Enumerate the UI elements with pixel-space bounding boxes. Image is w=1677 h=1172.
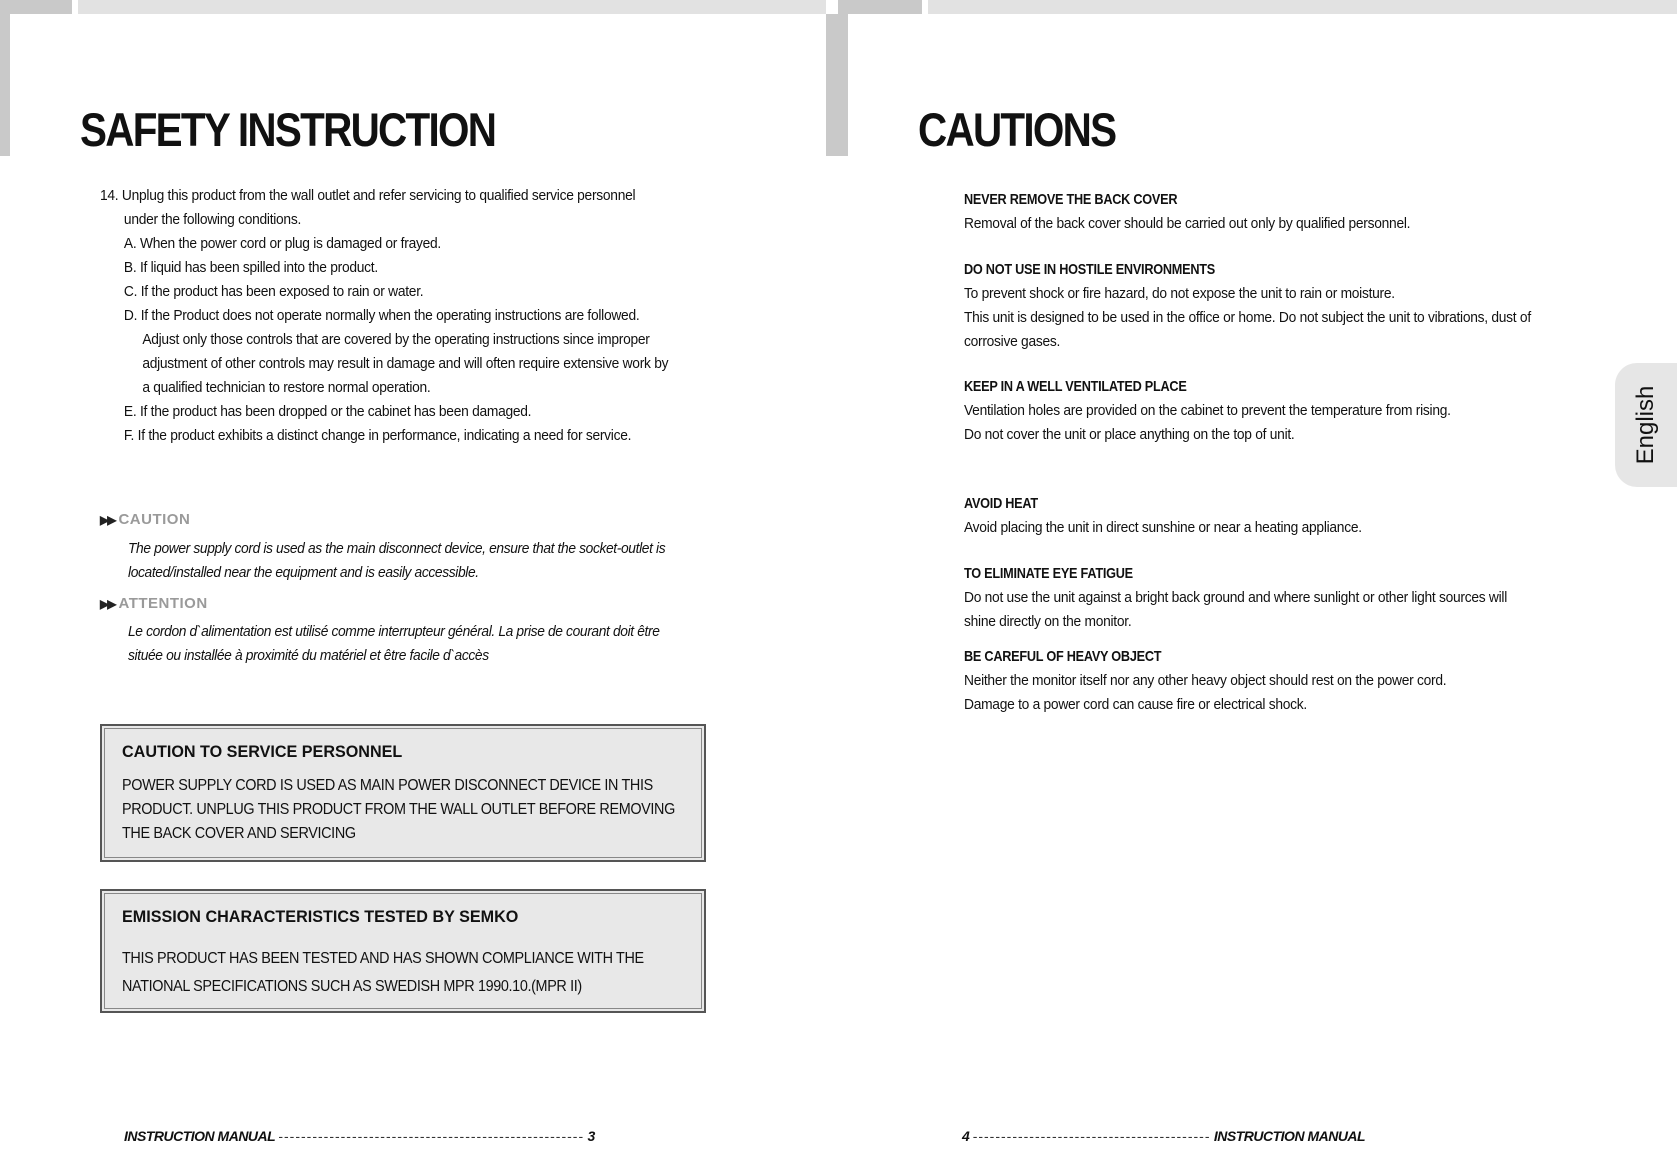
page-title: CAUTIONS	[918, 103, 1116, 156]
condition-e: E. If the product has been dropped or the cabinet has been damaged.	[123, 403, 532, 420]
section-hostile-environments	[964, 258, 1534, 354]
condition-list	[100, 232, 670, 448]
frame-top-tab	[10, 0, 72, 14]
emission-box-title: EMISSION CHARACTERISTICS TESTED BY SEMKO	[122, 907, 519, 926]
attention-text: Le cordon d`alimentation est utilisé comme interrupteur général. La prise de courant doit être située ou installée à proximité du matériel et être facile d`accès	[128, 623, 660, 664]
section-text: Avoid placing the unit in direct sunshine or near a heating appliance.	[964, 519, 1362, 536]
footer	[962, 1128, 1365, 1144]
section-heading: BE CAREFUL OF HEAVY OBJECT	[964, 648, 1162, 665]
section-heading: KEEP IN A WELL VENTILATED PLACE	[964, 378, 1187, 395]
section-text: To prevent shock or fire hazard, do not expose the unit to rain or moisture.	[964, 285, 1395, 302]
caution-text: The power supply cord is used as the main disconnect device, ensure that the socket-outlet is located/installed near the equipment and is easily accessible.	[128, 540, 666, 581]
double-arrow-icon: ▶▶	[100, 513, 115, 527]
section-text: Do not use the unit against a bright back ground and where sunlight or other light sources will shine directly on the monitor.	[964, 589, 1507, 630]
left-page	[0, 0, 838, 1172]
footer-rule: ------------------------------------------------------	[278, 1128, 585, 1144]
frame-left-bar	[0, 0, 10, 156]
condition-c: C. If the product has been exposed to rain or water.	[123, 283, 424, 300]
section-heavy-object	[964, 645, 1534, 717]
language-label: English	[1632, 385, 1659, 465]
attention-heading	[100, 595, 208, 612]
condition-a: A. When the power cord or plug is damaged or frayed.	[123, 235, 441, 252]
section-back-cover	[964, 188, 1534, 236]
section-text: Ventilation holes are provided on the cabinet to prevent the temperature from rising.	[964, 402, 1451, 419]
section-text: Neither the monitor itself nor any other heavy object should rest on the power cord.	[964, 672, 1447, 689]
emission-box-text: THIS PRODUCT HAS BEEN TESTED AND HAS SHOWN COMPLIANCE WITH THE NATIONAL SPECIFICATIONS SUCH AS SWEDISH MPR 1990.10.(MPR II)	[122, 950, 644, 995]
condition-b: B. If liquid has been spilled into the product.	[123, 259, 378, 276]
section-heading: TO ELIMINATE EYE FATIGUE	[964, 565, 1133, 582]
service-box-text: POWER SUPPLY CORD IS USED AS MAIN POWER DISCONNECT DEVICE IN THIS PRODUCT. UNPLUG THIS PRODUCT FROM THE WALL OUTLET BEFORE REMOVING THE BACK COVER AND SERVICING	[122, 777, 675, 842]
section-heading: DO NOT USE IN HOSTILE ENVIRONMENTS	[964, 261, 1215, 278]
footer-label: INSTRUCTION MANUAL	[124, 1128, 275, 1144]
right-page	[838, 0, 1677, 1172]
caution-heading-text: CAUTION	[118, 511, 191, 528]
section-ventilated-place	[964, 375, 1534, 447]
attention-heading-text: ATTENTION	[118, 595, 208, 612]
page-number: 3	[587, 1128, 595, 1144]
condition-f: F. If the product exhibits a distinct change in performance, indicating a need for service.	[123, 427, 632, 444]
section-heading: AVOID HEAT	[964, 495, 1038, 512]
item-14	[100, 184, 670, 448]
footer	[124, 1128, 595, 1144]
footer-rule: ------------------------------------------	[972, 1128, 1211, 1144]
language-tab	[1615, 363, 1677, 487]
item-14-lead: 14. Unplug this product from the wall outlet and refer servicing to qualified service personnel under the following conditions.	[100, 187, 636, 228]
frame-top-tab	[848, 0, 922, 14]
section-text: This unit is designed to be used in the office or home. Do not subject the unit to vibrations, dust of corrosive gases.	[964, 309, 1531, 350]
condition-d: D. If the Product does not operate normally when the operating instructions are followed. Adjust only those controls that are covered by the operating instructions since improper adjustment of other controls may result in damage and will often require extensive work by a qualified technician to restore normal operation.	[123, 307, 669, 396]
service-personnel-box	[100, 724, 706, 862]
page-title: SAFETY INSTRUCTION	[80, 103, 496, 156]
section-text: Do not cover the unit or place anything on the top of unit.	[964, 426, 1295, 443]
frame-top-strip	[78, 0, 826, 14]
section-text: Removal of the back cover should be carried out only by qualified personnel.	[964, 215, 1411, 232]
frame-top-strip	[928, 0, 1677, 14]
section-eye-fatigue	[964, 562, 1534, 634]
page-number: 4	[962, 1128, 970, 1144]
section-heading: NEVER REMOVE THE BACK COVER	[964, 191, 1178, 208]
frame-right-bar	[826, 14, 838, 156]
frame-left-bar	[838, 0, 848, 156]
service-box-title: CAUTION TO SERVICE PERSONNEL	[122, 742, 403, 761]
section-text: Damage to a power cord can cause fire or electrical shock.	[964, 696, 1307, 713]
section-avoid-heat	[964, 492, 1534, 540]
caution-heading	[100, 511, 190, 528]
double-arrow-icon: ▶▶	[100, 597, 115, 611]
footer-label: INSTRUCTION MANUAL	[1213, 1128, 1366, 1144]
emission-box	[100, 889, 706, 1013]
